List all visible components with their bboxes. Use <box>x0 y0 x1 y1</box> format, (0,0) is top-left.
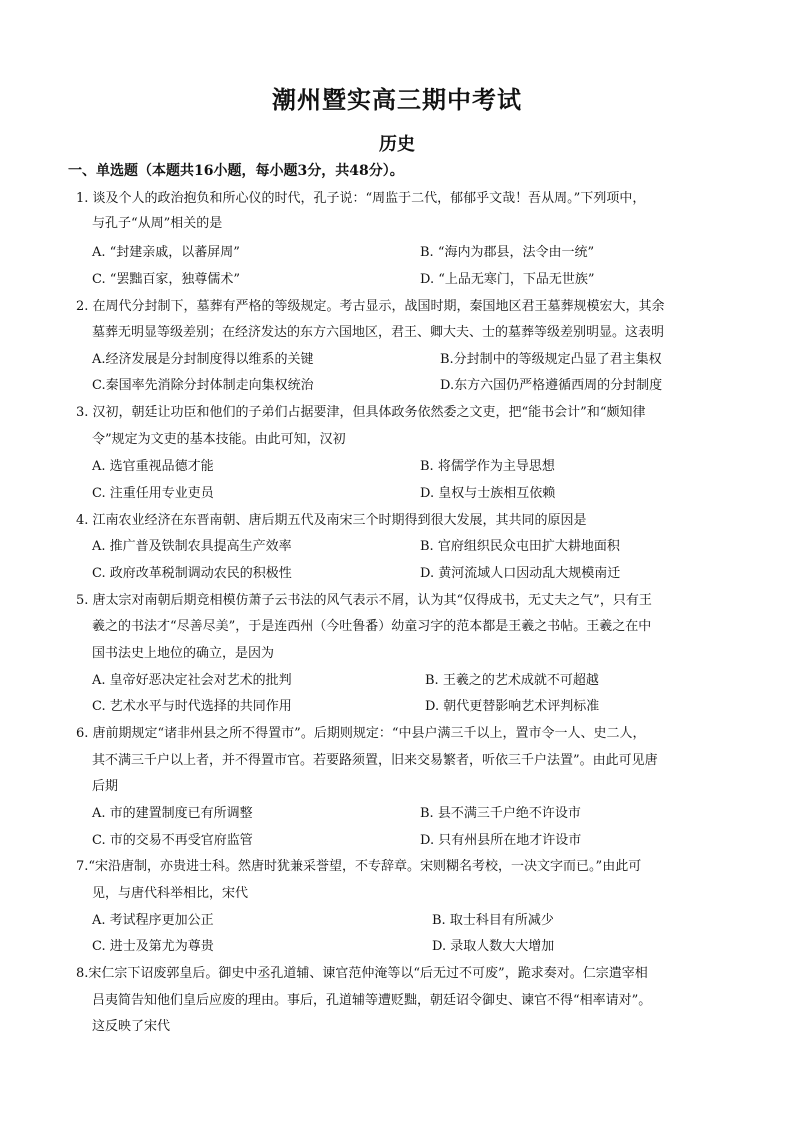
question-2-option-d: D.东方六国仍严格遵循西周的分封制度 <box>440 378 663 393</box>
question-8-line-1: 8.宋仁宗下诏废郭皇后。御史中丞孔道辅、谏官范仲淹等以“后无过不可废”，跪求奏对。仁宗遣宰相 <box>76 966 648 981</box>
question-7-option-a: A. 考试程序更加公正 <box>92 913 214 928</box>
question-4-option-c: C. 政府改革税制调动农民的积极性 <box>92 566 292 581</box>
question-1-option-a: A. “封建亲戚，以蕃屏周” <box>92 245 240 260</box>
question-1-line-1: 1. 谈及个人的政治抱负和所心仪的时代，孔子说：“周监于二代，郁郁乎文哉！吾从周。”下列项中， <box>76 191 646 206</box>
question-6-option-a: A. 市的建置制度已有所调整 <box>92 806 253 821</box>
question-7-option-c: C. 进士及第尤为尊贵 <box>92 939 214 954</box>
question-7-option-d: D. 录取人数大大增加 <box>432 939 555 954</box>
section-heading: 一、单选题（本题共16小题，每小题3分，共48分）。 <box>68 163 404 179</box>
question-8-line-3: 这反映了宋代 <box>92 1019 171 1034</box>
question-1-line-2: 与孔子“从周”相关的是 <box>92 216 223 231</box>
question-7-option-b: B. 取士科目有所减少 <box>432 913 554 928</box>
question-8-line-2: 吕夷简告知他们皇后应废的理由。事后，孔道辅等遭贬黜，朝廷诏令御史、谏官不得“相率请对”。 <box>92 993 652 1008</box>
question-5-option-a: A. 皇帝好恶决定社会对艺术的批判 <box>92 673 292 688</box>
question-6-line-3: 后期 <box>92 779 119 794</box>
question-5-option-c: C. 艺术水平与时代选择的共同作用 <box>92 699 292 714</box>
question-7-line-2: 见，与唐代科举相比，宋代 <box>92 886 249 901</box>
question-3-line-2: 令”规定为文吏的基本技能。由此可知，汉初 <box>92 432 346 447</box>
question-3-option-b: B. 将儒学作为主导思想 <box>420 459 555 474</box>
question-4-line-1: 4. 江南农业经济在东晋南朝、唐后期五代及南宋三个时期得到很大发展，其共同的原因是 <box>76 513 587 528</box>
question-3-option-a: A. 选官重视品德才能 <box>92 459 214 474</box>
question-6-line-1: 6. 唐前期规定“诸非州县之所不得置市”。后期则规定：“中县户满三千以上，置市令一人、史二人， <box>76 726 646 741</box>
question-5-line-1: 5. 唐太宗对南朝后期竞相模仿萧子云书法的风气表示不屑，认为其“仅得成书，无丈夫之气”，只有王 <box>76 593 652 608</box>
question-6-option-d: D. 只有州县所在地才许设市 <box>420 833 582 848</box>
question-2-line-1: 2. 在周代分封制下，墓葬有严格的等级规定。考古显示，战国时期，秦国地区君王墓葬规模宏大，其余 <box>76 299 665 314</box>
question-7-line-1: 7.“宋沿唐制，亦贵进士科。然唐时犹兼采誉望，不专辞章。宋则糊名考校，一决文字而已。”由此可 <box>76 859 642 874</box>
question-5-line-2: 羲之的书法才“尽善尽美”，于是连西州（今吐鲁番）幼童习字的范本都是王羲之书帖。王羲之在中 <box>92 619 652 634</box>
question-1-option-d: D. “上品无寒门，下品无世族” <box>420 272 595 287</box>
question-6-option-c: C. 市的交易不再受官府监管 <box>92 833 253 848</box>
question-2-line-2: 墓葬无明显等级差别；在经济发达的东方六国地区，君王、卿大夫、士的墓葬等级差别明显。这表明 <box>92 325 665 340</box>
question-2-option-b: B.分封制中的等级规定凸显了君主集权 <box>440 352 662 367</box>
question-3-line-1: 3. 汉初，朝廷让功臣和他们的子弟们占据要津，但具体政务依然委之文吏，把“能书会计”和“颇知律 <box>76 405 646 420</box>
subject-title: 历史 <box>379 134 415 155</box>
question-4-option-a: A. 推广普及铁制农具提高生产效率 <box>92 539 292 554</box>
question-5-line-3: 国书法史上地位的确立，是因为 <box>92 646 275 661</box>
question-4-option-b: B. 官府组织民众屯田扩大耕地面积 <box>420 539 620 554</box>
question-1-option-b: B. “海内为郡县，法令由一统” <box>420 245 595 260</box>
exam-title: 潮州暨实高三期中考试 <box>272 85 522 114</box>
question-4-option-d: D. 黄河流域人口因动乱大规模南迁 <box>420 566 621 581</box>
question-2-option-a: A.经济发展是分封制度得以维系的关键 <box>92 352 314 367</box>
question-6-line-2: 其不满三千户以上者，并不得置市官。若要路须置，旧来交易繁者，听依三千户法置”。由此可见唐 <box>92 753 658 768</box>
question-6-option-b: B. 县不满三千户绝不许设市 <box>420 806 581 821</box>
question-2-option-c: C.秦国率先消除分封体制走向集权统治 <box>92 378 314 393</box>
question-5-option-b: B. 王羲之的艺术成就不可超越 <box>425 673 599 688</box>
question-3-option-d: D. 皇权与士族相互依赖 <box>420 486 556 501</box>
question-5-option-d: D. 朝代更替影响艺术评判标准 <box>425 699 600 714</box>
question-3-option-c: C. 注重任用专业吏员 <box>92 486 214 501</box>
question-1-option-c: C. “罢黜百家，独尊儒术” <box>92 272 241 287</box>
